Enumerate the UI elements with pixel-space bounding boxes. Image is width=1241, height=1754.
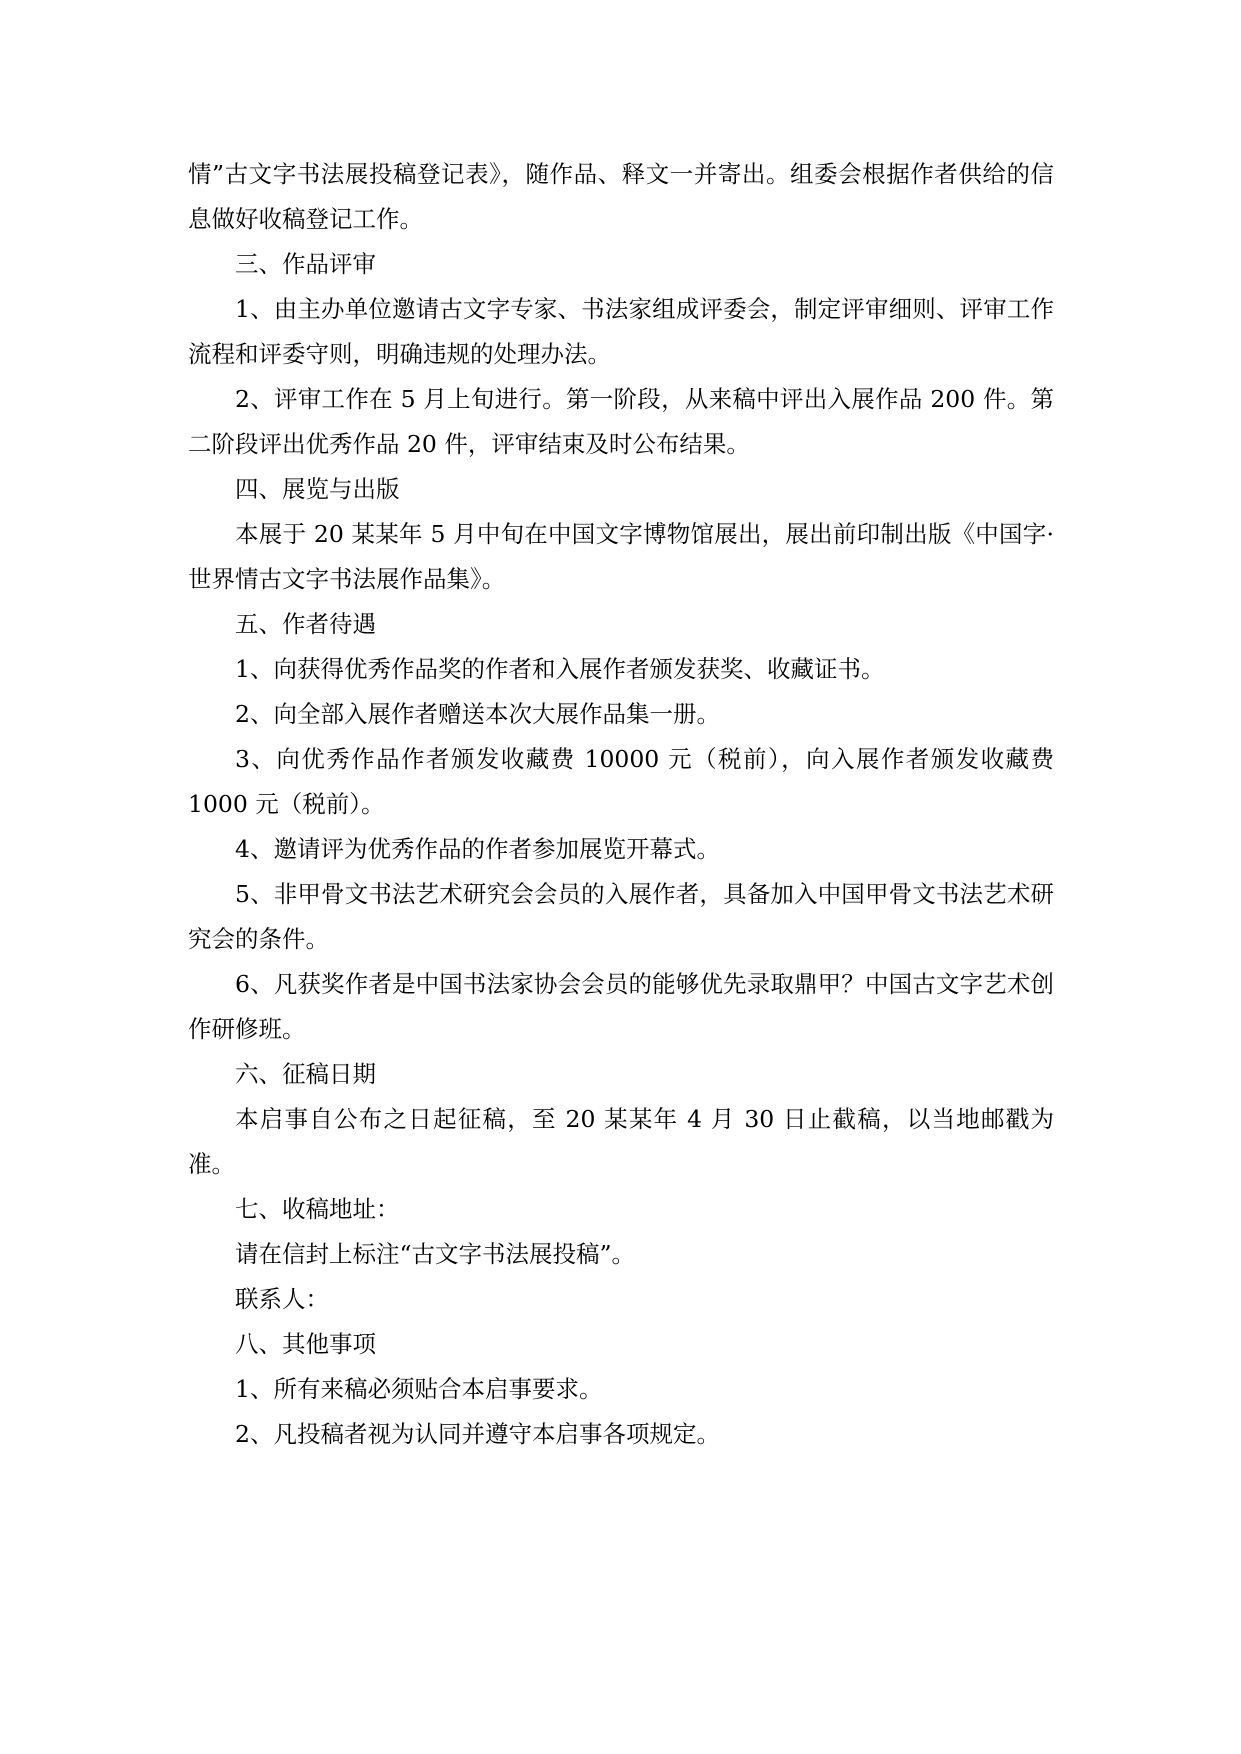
document-body [188,152,1054,1457]
paragraph-other-2: 2、凡投稿者视为认同并遵守本启事各项规定。 [235,1420,720,1448]
section-heading-8: 八、其他事项 [235,1330,376,1358]
paragraph-exhibition: 本展于 20 某某年 5 月中旬在中国文字博物馆展出，展出前印制出版《中国字·世界情古文字书法展作品集》。 [188,520,1054,593]
paragraph-envelope-note: 请在信封上标注“古文字书法展投稿”。 [235,1240,636,1268]
section-heading-6: 六、征稿日期 [235,1060,376,1088]
paragraph-benefit-1: 1、向获得优秀作品奖的作者和入展作者颁发获奖、收藏证书。 [235,655,885,683]
paragraph-contact: 联系人： [235,1285,329,1313]
paragraph-review-1: 1、由主办单位邀请古文字专家、书法家组成评委会，制定评审细则、评审工作流程和评委守则，明确违规的处理办法。 [188,295,1054,368]
paragraph-benefit-3: 3、向优秀作品作者颁发收藏费 10000 元（税前），向入展作者颁发收藏费 1000 元（税前）。 [188,745,1054,818]
paragraph-deadline: 本启事自公布之日起征稿，至 20 某某年 4 月 30 日止截稿，以当地邮戳为准。 [188,1105,1054,1178]
paragraph-benefit-5: 5、非甲骨文书法艺术研究会会员的入展作者，具备加入中国甲骨文书法艺术研究会的条件。 [188,880,1054,953]
paragraph-benefit-6: 6、凡获奖作者是中国书法家协会会员的能够优先录取鼎甲？中国古文字艺术创作研修班。 [188,970,1054,1043]
section-heading-7: 七、收稿地址： [235,1195,400,1223]
section-heading-3: 三、作品评审 [235,250,376,278]
paragraph-review-2: 2、评审工作在 5 月上旬进行。第一阶段，从来稿中评出入展作品 200 件。第二阶段评出优秀作品 20 件，评审结束及时公布结果。 [188,385,1054,458]
section-heading-4: 四、展览与出版 [235,475,400,503]
paragraph-other-1: 1、所有来稿必须贴合本启事要求。 [235,1375,603,1403]
paragraph-benefit-2: 2、向全部入展作者赠送本次大展作品集一册。 [235,700,720,728]
paragraph-benefit-4: 4、邀请评为优秀作品的作者参加展览开幕式。 [235,835,720,863]
paragraph-1: 情”古文字书法展投稿登记表》，随作品、释文一并寄出。组委会根据作者供给的信息做好收稿登记工作。 [188,160,1054,233]
section-heading-5: 五、作者待遇 [235,610,376,638]
